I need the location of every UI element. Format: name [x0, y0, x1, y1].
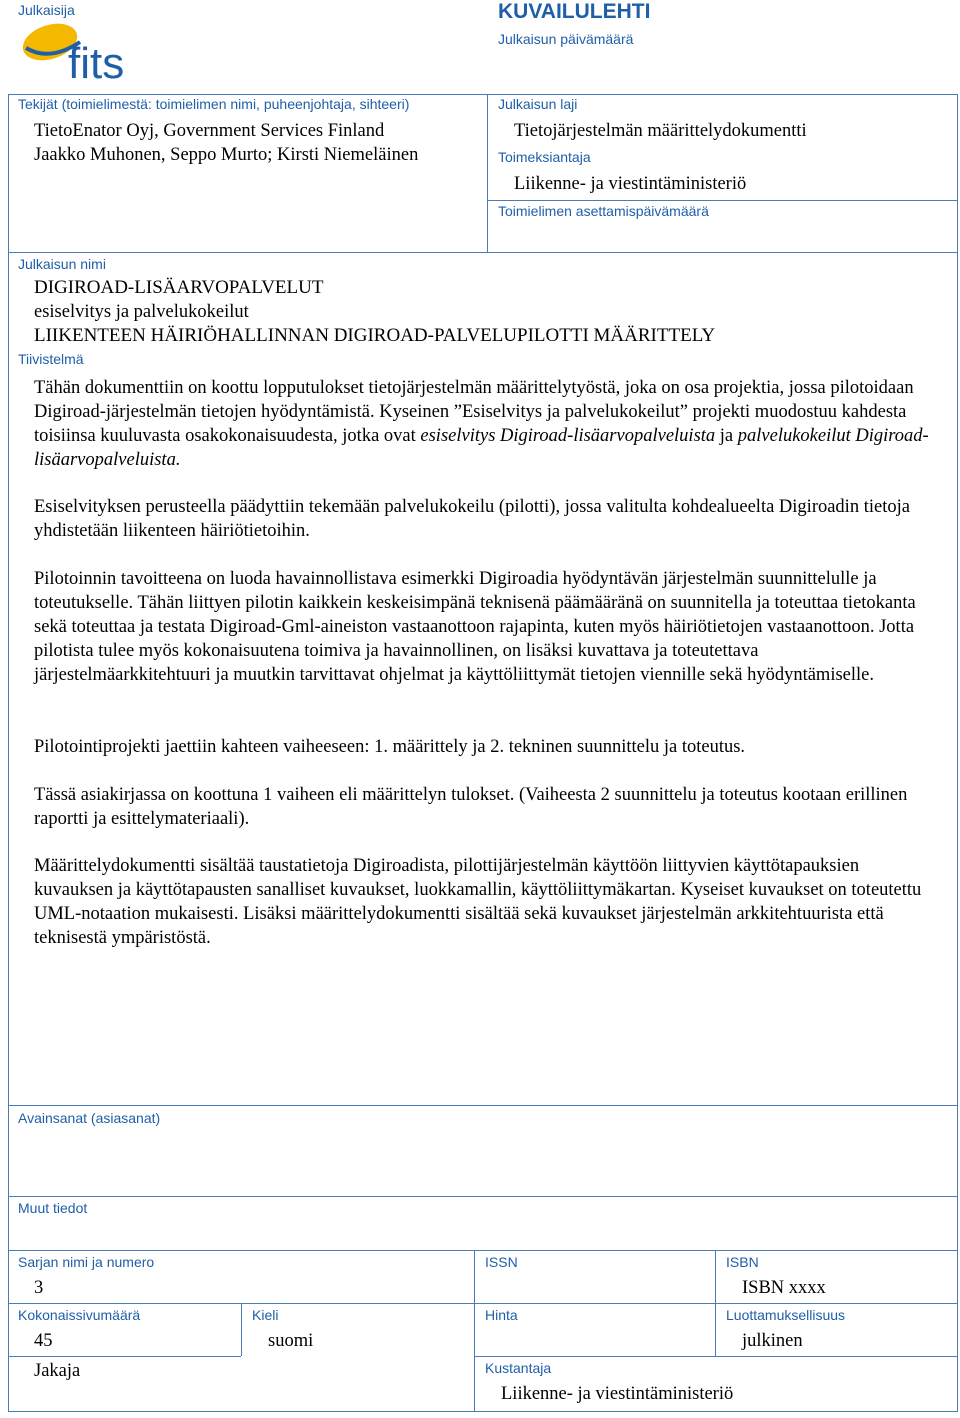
logo-wordmark: fits: [68, 39, 125, 88]
publication-title-line-2: esiselvitys ja palvelukokeilut: [34, 302, 249, 322]
isbn-value: ISBN xxxx: [742, 1278, 826, 1298]
divider: [8, 94, 958, 95]
publisher-bottom-value: Liikenne- ja viestintäministeriö: [501, 1384, 734, 1404]
abstract-paragraph-1: [34, 376, 934, 472]
series-label: Sarjan nimi ja numero: [18, 1254, 155, 1270]
distributor-label: Jakaja: [34, 1361, 81, 1381]
divider: [8, 1250, 958, 1251]
confidentiality-label: Luottamuksellisuus: [726, 1307, 846, 1323]
frame-left: [8, 94, 9, 1412]
divider: [8, 1196, 958, 1197]
other-info-label: Muut tiedot: [18, 1200, 88, 1216]
abstract-paragraph-6: Määrittelydokumentti sisältää taustatietoja Digiroadista, pilottijärjestelmän käyttöön liittyvien käyttötapauksien kuvauksen ja käyttötapausten sanalliset kuvaukset, luokkamallin, käyttöliittymäkartan. Kyseiset kuvaukset on toteutettu UML-notaation mukaisesti. Lisäksi määrittelydokumentti sisältää sekä kuvaukset järjestelmän arkkitehtuurista että teknisestä ympäristöstä.: [34, 856, 922, 948]
abstract-paragraph-2: Esiselvityksen perusteella päädyttiin tekemään palvelukokeilu (pilotti), jossa valitulta kohdealueelta Digiroadin tietoja yhdistetään liikenteen häiriötietoihin.: [34, 497, 910, 541]
divider: [474, 1356, 958, 1357]
commissioner-label: Toimeksiantaja: [498, 149, 591, 165]
publication-date-label: Julkaisun päivämäärä: [498, 31, 634, 47]
publisher-bottom-label: Kustantaja: [485, 1360, 552, 1376]
abstract-paragraph-4: Pilotointiprojekti jaettiin kahteen vaiheeseen: 1. määrittely ja 2. tekninen suunnittelu ja toteutus.: [34, 737, 746, 757]
publication-type-label: Julkaisun laji: [498, 96, 578, 112]
commissioner-value: Liikenne- ja viestintäministeriö: [514, 174, 747, 194]
language-value: suomi: [268, 1331, 314, 1351]
abstract-paragraph-5: Tässä asiakirjassa on koottuna 1 vaiheen eli määrittelyn tulokset. (Vaiheesta 2 suunnittelu ja toteutus kootaan erillinen raportti ja esittelymateriaali).: [34, 785, 908, 829]
divider: [8, 1303, 958, 1304]
abstract-p1-italic-2: palvelukokeilut Digiroad-lisäarvopalveluista.: [34, 426, 929, 470]
publication-title-line-3: LIIKENTEEN HÄIRIÖHALLINNAN DIGIROAD-PALVELUPILOTTI MÄÄRITTELY: [34, 325, 716, 346]
publication-type-value: Tietojärjestelmän määrittelydokumentti: [514, 121, 807, 141]
series-value: 3: [34, 1278, 44, 1298]
abstract-paragraph-3: Pilotoinnin tavoitteena on luoda havainnollistava esimerkki Digiroadia hyödyntävän järjestelmän suunnittelulle ja toteutukselle. Tähän liittyen pilotin kaikkein keskeisimpänä teknisenä päämääränä on suunnitella ja toteuttaa tietokanta sekä toteuttaa ja testata Digiroad-Gml-aineiston vastaanottoon rajapinta, kuten myös häiriötietojen vastaanottoon. Jotta pilotista tulee myös kokonaisuutena toimiva ja havainnollinen, on lisäksi kuvattava ja toteutettava järjestelmäarkkitehtuuri ja muutkin tarvittavat ohjelmat ja käyttöliittymät tietojen viennille sekä hyödyntämiselle.: [34, 569, 916, 685]
abstract-p1-italic-1: esiselvitys Digiroad-lisäarvopalveluista: [420, 426, 716, 446]
confidentiality-value: julkinen: [742, 1331, 803, 1351]
divider: [241, 1303, 242, 1356]
fits-logo: [20, 22, 140, 92]
authors-line-1: TietoEnator Oyj, Government Services Finland: [34, 121, 385, 141]
abstract-p1-text: Tähän dokumenttiin on koottu lopputulokset tietojärjestelmän määrittelytyöstä, joka on osa projektia, jossa pilotoidaan Digiroad-järjestelmän tietojen hyödyntämistä. Kyseinen ”Esiselvitys ja palvelukokeilut” projekti muodostuu kahdesta toisiinsa kuuluvasta osakokonaisuudesta, jotka ovat: [34, 378, 914, 446]
divider: [487, 200, 958, 201]
divider: [715, 1250, 716, 1356]
divider: [487, 94, 488, 252]
divider: [8, 1356, 241, 1357]
authors-label: Tekijät (toimielimestä: toimielimen nimi, puheenjohtaja, sihteeri): [18, 96, 410, 112]
publication-title-line-1: DIGIROAD-LISÄARVOPALVELUT: [34, 277, 324, 298]
language-label: Kieli: [252, 1307, 279, 1323]
authors-line-2: Jaakko Muhonen, Seppo Murto; Kirsti Niemeläinen: [34, 145, 419, 165]
committee-date-label: Toimielimen asettamispäivämäärä: [498, 203, 709, 219]
price-label: Hinta: [485, 1307, 518, 1323]
divider: [8, 1411, 958, 1412]
isbn-label: ISBN: [726, 1254, 759, 1270]
abstract-label: Tiivistelmä: [18, 351, 84, 367]
divider: [474, 1250, 475, 1411]
issn-label: ISSN: [485, 1254, 518, 1270]
page-count-value: 45: [34, 1331, 53, 1351]
keywords-label: Avainsanat (asiasanat): [18, 1110, 161, 1126]
page-count-label: Kokonaissivumäärä: [18, 1307, 141, 1323]
fits-logo-graphic: [20, 22, 140, 92]
document-type-heading: KUVAILULEHTI: [498, 0, 651, 23]
frame-right: [957, 94, 958, 1412]
abstract-p1-conj: ja: [715, 426, 738, 446]
divider: [8, 1105, 958, 1106]
publication-title-label: Julkaisun nimi: [18, 256, 106, 272]
publisher-label: Julkaisija: [18, 2, 75, 18]
divider: [8, 252, 958, 253]
